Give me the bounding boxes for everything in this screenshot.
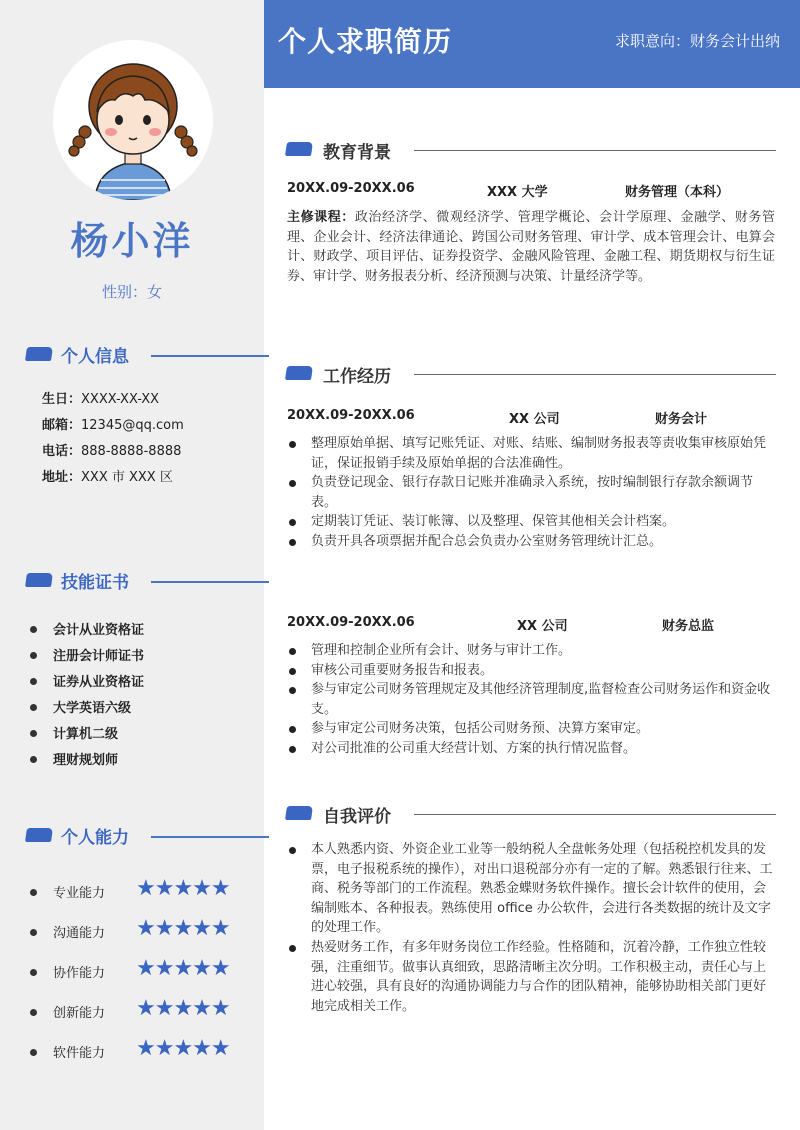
job-duties: [287, 434, 775, 552]
girl-avatar-illustration: [53, 40, 213, 200]
bullet-icon: [30, 678, 37, 685]
section-flag-icon: [25, 347, 53, 361]
courses-text: 政治经济学、微观经济学、管理学概论、会计学原理、金融学、财务管理、企业会计、经济法律通论、跨国公司财务管理、审计学、成本管理会计、电算会计、财政学、项目评估、证券投资学、金融风险管理、金融工程、期货期权与衍生证券、审计学、财务报表分析、经济预测与决策、计量经济学等。: [287, 210, 775, 284]
star-rating-icon: ★★★★★: [136, 876, 230, 901]
certificate-label: 理财规划师: [53, 753, 119, 768]
certificates-title: 技能证书: [61, 573, 129, 593]
self-eval-heading: [286, 802, 776, 826]
info-address: [42, 466, 173, 485]
education-major: 财务管理（本科）: [625, 185, 730, 200]
education-heading: [286, 138, 776, 162]
certificate-item: [30, 749, 118, 768]
education-courses: [287, 208, 775, 286]
section-flag-icon: [25, 573, 53, 587]
certificate-label: 会计从业资格证: [53, 623, 145, 638]
section-flag-icon: [25, 828, 53, 842]
bullet-icon: [30, 1009, 37, 1016]
certificate-label: 注册会计师证书: [53, 649, 145, 664]
job-company: XX 公司: [509, 412, 560, 427]
info-label: 邮箱：: [42, 418, 82, 433]
list-item: 负责开具各项票据并配合总会负责办公室财务管理统计汇总。: [287, 532, 775, 552]
divider: [151, 355, 269, 357]
work-title: 工作经历: [323, 367, 391, 387]
divider: [151, 581, 269, 583]
divider: [414, 374, 776, 375]
ability-label: 协作能力: [53, 966, 106, 981]
education-entry: [287, 181, 777, 199]
job-duties: [287, 641, 775, 759]
bullet-icon: [30, 889, 37, 896]
education-period: 20XX.09-20XX.06: [287, 181, 415, 196]
certificates-heading: [26, 570, 246, 592]
section-flag-icon: [285, 142, 313, 156]
list-item: 热爱财务工作，有多年财务岗位工作经验。性格随和，沉着冷静，工作独立性较强，注重细节。做事认真细致，思路清晰主次分明。工作积极主动，责任心与上进心较强，具有良好的沟通协调能力与合作的团队精神，能够协助相关部门更好地完成相关工作。: [287, 938, 775, 1016]
certificate-label: 计算机二级: [53, 727, 119, 742]
avatar: [53, 40, 213, 200]
divider: [414, 150, 776, 151]
info-value: 888-8888-8888: [81, 444, 182, 459]
info-label: 生日：: [42, 392, 82, 407]
star-rating-icon: ★★★★★: [136, 996, 230, 1021]
star-rating-icon: ★★★★★: [136, 956, 230, 981]
job-intent: 求职意向：财务会计出纳: [614, 32, 780, 50]
bullet-icon: [30, 1049, 37, 1056]
list-item: 参与审定公司财务管理规定及其他经济管理制度,监督检查公司财务运作和资金收支。: [287, 680, 775, 719]
job-period: 20XX.09-20XX.06: [287, 615, 415, 630]
bullet-icon: [30, 704, 37, 711]
certificate-label: 大学英语六级: [53, 701, 132, 716]
bullet-icon: [30, 652, 37, 659]
self-eval-list: [287, 840, 775, 1016]
self-eval-title: 自我评价: [323, 807, 391, 827]
abilities-heading: [26, 825, 246, 847]
list-item: 管理和控制企业所有会计、财务与审计工作。: [287, 641, 775, 661]
candidate-name: 杨小洋: [70, 219, 194, 263]
candidate-gender: 性别：女: [101, 283, 162, 301]
section-flag-icon: [285, 366, 313, 380]
certificate-label: 证券从业资格证: [53, 675, 145, 690]
list-item: 整理原始单据、填写记账凭证、对账、结账、编制财务报表等责收集审核原始凭证，保证报销手续及原始单据的合法准确性。: [287, 434, 775, 473]
job-period: 20XX.09-20XX.06: [287, 408, 415, 423]
ability-label: 专业能力: [53, 886, 106, 901]
education-title: 教育背景: [323, 143, 391, 163]
star-rating-icon: ★★★★★: [136, 1036, 230, 1061]
header-banner: [264, 0, 800, 88]
ability-label: 沟通能力: [53, 926, 106, 941]
certificate-item: [30, 671, 144, 690]
ability-item: [30, 916, 250, 941]
info-birthday: [42, 388, 159, 407]
courses-label: 主修课程：: [287, 210, 355, 225]
certificate-item: [30, 697, 131, 716]
ability-item: [30, 1036, 250, 1061]
bullet-icon: [30, 969, 37, 976]
bullet-icon: [30, 756, 37, 763]
ability-item: [30, 876, 250, 901]
bullet-icon: [30, 626, 37, 633]
list-item: 参与审定公司财务决策，包括公司财务预、决算方案审定。: [287, 719, 775, 739]
ability-item: [30, 996, 250, 1021]
section-flag-icon: [285, 806, 313, 820]
list-item: 负责登记现金、银行存款日记账并准确录入系统，按时编制银行存款余额调节表。: [287, 473, 775, 512]
ability-label: 创新能力: [53, 1006, 106, 1021]
job-entry: [287, 615, 777, 633]
job-entry: [287, 408, 777, 426]
info-value: XXXX-XX-XX: [81, 392, 160, 407]
info-label: 地址：: [42, 470, 82, 485]
info-email: [42, 414, 184, 433]
job-position: 财务会计: [655, 412, 708, 427]
list-item: 定期装订凭证、装订帐簿、以及整理、保管其他相关会计档案。: [287, 512, 775, 532]
abilities-title: 个人能力: [61, 828, 129, 848]
list-item: 对公司批准的公司重大经营计划、方案的执行情况监督。: [287, 739, 775, 759]
job-position: 财务总监: [662, 619, 715, 634]
personal-info-heading: [26, 344, 246, 366]
info-phone: [42, 440, 181, 459]
list-item: 本人熟悉内资、外资企业工业等一般纳税人全盘帐务处理（包括税控机发具的发票，电子报税系统的操作），对出口退税部分亦有一定的了解。熟悉银行往来、工商、税务等部门的工作流程。熟悉金蝶财务软件操作。擅长会计软件的使用，会编制账本、各种报表。熟练使用 office 办公软件，会进行各类数据的统计及文字的处理工作。: [287, 840, 775, 938]
certificate-item: [30, 619, 144, 638]
bullet-icon: [30, 929, 37, 936]
certificate-item: [30, 645, 144, 664]
work-heading: [286, 362, 776, 386]
resume-title: 个人求职简历: [278, 25, 453, 58]
info-value: XXX 市 XXX 区: [81, 470, 173, 485]
bullet-icon: [30, 730, 37, 737]
star-rating-icon: ★★★★★: [136, 916, 230, 941]
job-company: XX 公司: [517, 619, 568, 634]
ability-item: [30, 956, 250, 981]
certificate-item: [30, 723, 118, 742]
personal-info-title: 个人信息: [61, 347, 129, 367]
info-value: 12345@qq.com: [81, 418, 184, 433]
sidebar: [0, 0, 264, 1130]
divider: [414, 814, 776, 815]
list-item: 审核公司重要财务报告和报表。: [287, 661, 775, 681]
divider: [151, 836, 269, 838]
ability-label: 软件能力: [53, 1046, 106, 1061]
education-school: XXX 大学: [487, 185, 548, 200]
info-label: 电话：: [42, 444, 82, 459]
